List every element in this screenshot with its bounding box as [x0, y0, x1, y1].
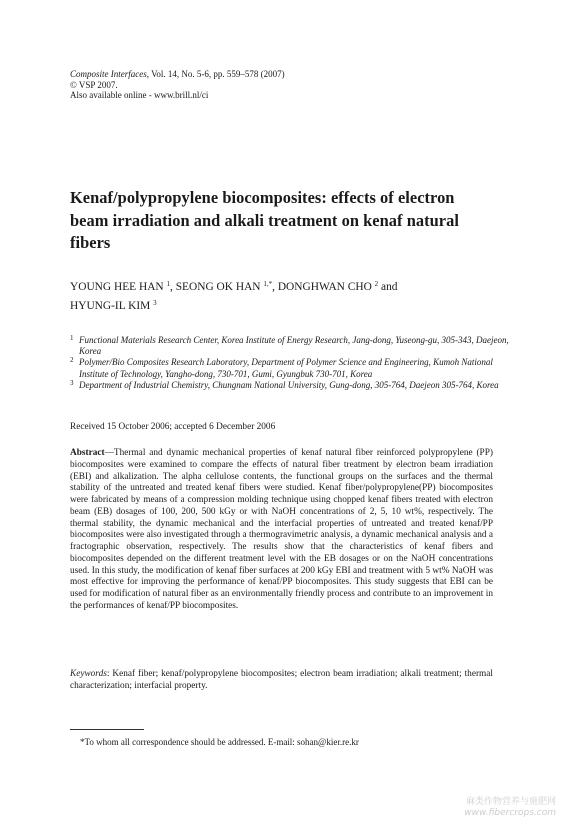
- online-availability: Also available online - www.brill.nl/ci: [70, 90, 209, 100]
- affiliation-marker: 3: [153, 299, 157, 307]
- conjunction: and: [381, 281, 398, 293]
- site-watermark: [464, 797, 556, 819]
- author-name: YOUNG HEE HAN: [70, 281, 164, 293]
- author-name: DONGHWAN CHO: [277, 281, 372, 293]
- paper-title: Kenaf/polypropylene biocomposites: effects of electron beam irradiation and alkali treatment on kenaf natural fibers: [70, 188, 459, 252]
- affiliation-number: 1: [70, 334, 74, 342]
- journal-header: [70, 69, 285, 101]
- affiliation-number: 2: [70, 356, 74, 365]
- citation-details: , Vol. 14, No. 5-6, pp. 559–578 (2007): [146, 69, 285, 79]
- copyright-line: © VSP 2007.: [70, 79, 118, 90]
- watermark-url: www.fibercrops.com: [464, 808, 556, 818]
- abstract-label: Abstract: [70, 448, 105, 458]
- correspondence-footnote: *To whom all correspondence should be addressed. E-mail: sohan@kier.re.kr: [80, 737, 359, 747]
- watermark-site-name: 麻类作物营养与施肥网: [465, 797, 556, 807]
- affiliation-item: [70, 357, 510, 379]
- received-dates: Received 15 October 2006; accepted 6 December 2006: [70, 422, 276, 432]
- affiliation-text: Polymer/Bio Composites Research Laboratory, Department of Polymer Science and Engineering, Kumoh National Institute of Technology, Yangho-dong, 730-701, Gumi, Gyungbuk 730-701, Korea: [79, 357, 493, 379]
- author-name: HYUNG-IL KIM: [70, 300, 151, 312]
- affiliation-marker: 2: [374, 280, 379, 288]
- affiliation-item: [70, 335, 510, 357]
- author-name: SEONG OK HAN: [175, 281, 261, 293]
- affiliation-list: [70, 335, 510, 391]
- abstract-body: —Thermal and dynamic mechanical properties of kenaf natural fiber reinforced polypropylene (PP) biocomposites were examined to compare the effects of natural fiber treatment by electron beam irradiation (EBI) and alkalization. The alpha cellulose contents, the functional groups on the surfaces and the thermal stability of the untreated and treated kenaf fibers were studied. Kenaf fiber/polypropylene(PP) biocomposites were fabricated by means of a compression molding technique using chopped kenaf fibers treated with electron beam (EB) dosages of 100, 200, 500 kGy or with NaOH concentrations of 2, 5, 10 wt%, respectively. The thermal stability, the dynamic mechanical and the interfacial properties of untreated and treated kenaf/PP biocomposites were also investigated through a thermogravimetric analysis, a dynamic mechanical analysis and a fractographic observation, respectively. The results show that the characteristics of kenaf fibers and biocomposites depended on the different treatment level with the EB dosages or on the NaOH concentrations used. In this study, the modification of kenaf fiber surfaces at 200 kGy EBI and treatment with 5 wt% NaOH was most effective for improving the performance of kenaf/PP biocomposites. This study suggests that EBI can be used for modification of natural fiber as an environmentally friendly process and contribute to an improvement in the performances of kenaf/PP biocomposites.: [70, 448, 493, 611]
- affiliation-marker: 1,*: [263, 280, 273, 288]
- journal-name: Composite Interfaces: [70, 69, 147, 79]
- author-list: YOUNG HEE HAN $^1$, SEONG OK HAN $^{1,*}$, DONGHWAN CHO $^2$ and HYUNG-IL KIM $^3$: [70, 280, 398, 312]
- footnote-divider: [70, 729, 144, 730]
- keywords: [70, 668, 493, 692]
- affiliation-number: 3: [70, 378, 74, 387]
- abstract: [70, 448, 493, 613]
- keywords-body: : Kenaf fiber; kenaf/polypropylene biocomposites; electron beam irradiation; alkali treatment; thermal characterization; interfacial property.: [70, 669, 493, 691]
- affiliation-marker: 1: [166, 280, 171, 288]
- affiliation-text: Department of Industrial Chemistry, Chungnam National University, Gung-dong, 305-764, Daejeon 305-764, Korea: [79, 379, 499, 390]
- affiliation-item: [70, 380, 510, 391]
- affiliation-text: Functional Materials Research Center, Korea Institute of Energy Research, Jang-dong, Yuseong-gu, 305-343, Daejeon, Korea: [79, 335, 509, 357]
- keywords-label: Keywords: [70, 669, 107, 679]
- citation-line: [70, 69, 285, 80]
